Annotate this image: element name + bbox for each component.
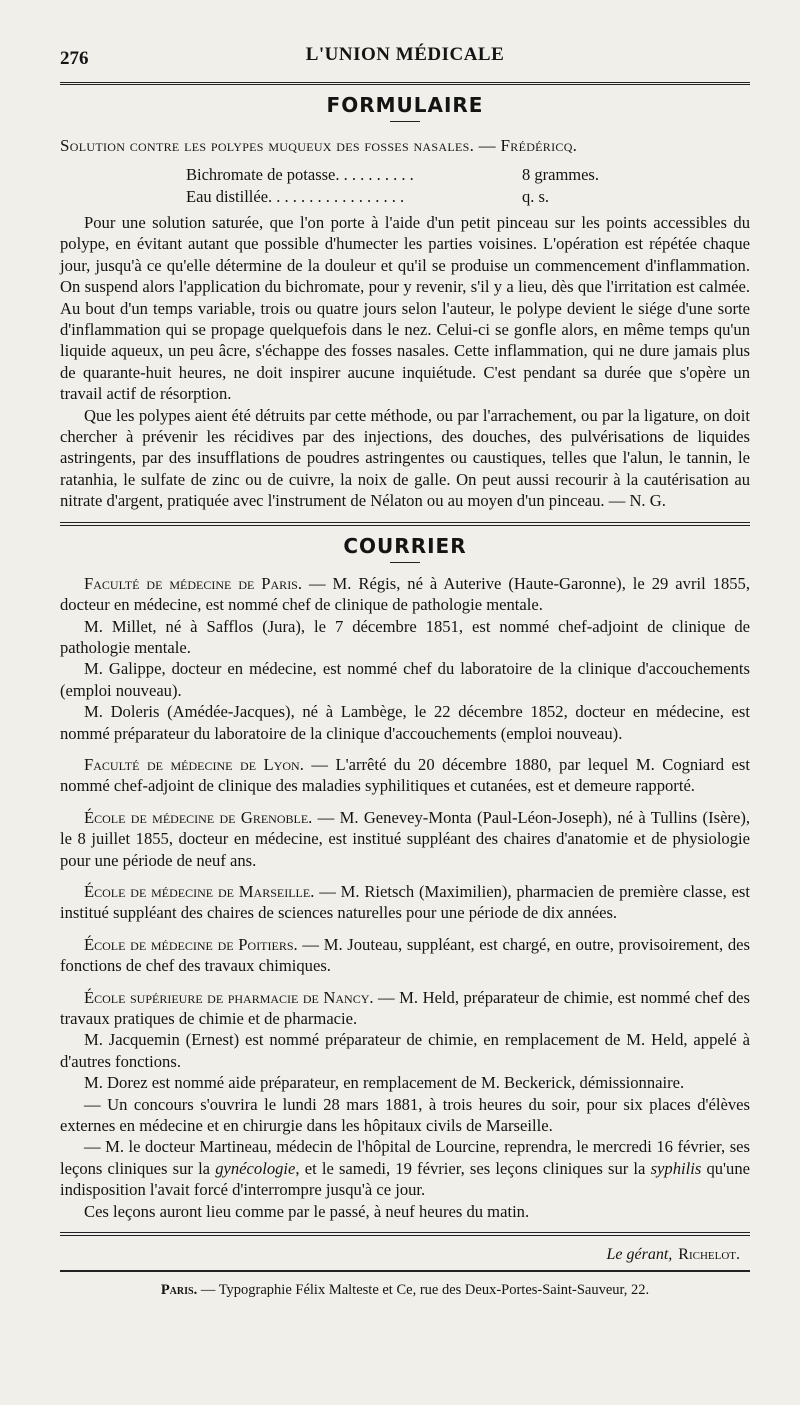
entry-lead: École de médecine de Poitiers. <box>84 934 298 954</box>
entry-text: M. Millet, né à Safflos (Jura), le 7 décembre 1851, est nommé chef-adjoint de clinique de pathologie mentale. <box>60 616 750 657</box>
entry-lead: École de médecine de Marseille. <box>84 881 315 901</box>
entry-text: — M. Held, préparateur de chimie, est nommé chef des travaux pratiques de chimie et de pharmacie. <box>60 987 750 1028</box>
formula-title: Solution contre les polypes muqueux des fosses nasales. — Frédéricq. <box>60 136 578 155</box>
news-entry-marseille <box>60 881 750 924</box>
entry-text-part: qu'une indisposition l'avait forcé d'interrompre jusqu'à ce jour. <box>60 1158 751 1200</box>
news-entry-nancy <box>60 987 750 1222</box>
title-underline <box>390 562 420 563</box>
entry-text: M. Jacquemin (Ernest) est nommé préparateur de chimie, en remplacement de M. Held, appelé à d'autres fonctions. <box>60 1030 750 1071</box>
formula-paragraph: Que les polypes aient été détruits par cette méthode, ou par l'arrachement, ou par la ligature, on doit chercher à prévenir les récidives par des injections, des douches, des pulvérisations de liquides astringents, par des insufflations de poudres astringentes ou caustiques, telles que l'alun, le tannin, le ratanhia, le sulfate de zinc ou de cuivre, la noix de galle. On peut aussi recourir à la cautérisation au nitrate d'argent, pratiquée avec l'instrument de Nélaton ou au moyen d'un pinceau. — N. G. <box>60 405 750 511</box>
entry-lead: Faculté de médecine de Paris. <box>84 573 303 593</box>
entry-text: Ces leçons auront lieu comme par le passé, à neuf heures du matin. <box>84 1201 530 1221</box>
news-entry-grenoble <box>60 807 750 871</box>
page-header <box>60 38 750 68</box>
entry-text: — M. Genevey-Monta (Paul-Léon-Joseph), né à Tullins (Isère), le 8 juillet 1855, docteur en médecine, est institué suppléant des chaires d'anatomie et de physiologie pour une période de neuf ans. <box>60 807 750 870</box>
entry-text: M. Doleris (Amédée-Jacques), né à Lambège, le 22 décembre 1852, docteur en médecine, est nommé préparateur du laboratoire de la clinique d'accouchements (emploi nouveau). <box>60 702 750 743</box>
signature-label: Le gérant, <box>606 1246 673 1264</box>
entry-italic: gynécologie <box>215 1158 296 1178</box>
ingredient-row <box>186 186 750 208</box>
imprint-text: — Typographie Félix Malteste et Ce, rue des Deux-Portes-Saint-Sauveur, 22. <box>197 1282 650 1299</box>
imprint-city: Paris. <box>160 1282 198 1299</box>
entry-text: — M. Régis, né à Auterive (Haute-Garonne), le 29 avril 1855, docteur en médecine, est nommé chef de clinique de pathologie mentale. <box>60 573 751 615</box>
entry-text: — M. Jouteau, suppléant, est chargé, en outre, provisoirement, des fonctions de chef des travaux chimiques. <box>60 934 750 976</box>
entry-text: — M. Rietsch (Maximilien), pharmacien de première classe, est institué suppléant des chaires de sciences naturelles pour une période de dix années. <box>60 881 750 923</box>
imprint-line <box>60 1282 750 1299</box>
entry-italic: syphilis <box>650 1158 702 1178</box>
courrier-title: COURRIER <box>343 533 467 558</box>
entry-lead: École de médecine de Grenoble. <box>84 807 313 827</box>
entry-text-part: — M. le docteur Martineau, médecin de l'hôpital de Lourcine, reprendra, le mercredi 16 février, ses leçons cliniques sur la <box>60 1137 750 1178</box>
bottom-rule <box>60 1270 750 1272</box>
ingredient-quantity: q. s. <box>522 187 550 206</box>
news-entry-lyon <box>60 754 750 797</box>
signature-name: Richelot. <box>678 1246 740 1264</box>
header-rule <box>60 82 750 85</box>
news-entry-paris <box>60 573 750 744</box>
entry-text: M. Galippe, docteur en médecine, est nommé chef du laboratoire de la clinique d'accouchements (emploi nouveau). <box>60 659 750 700</box>
signature <box>60 1246 740 1264</box>
entry-text: — Un concours s'ouvrira le lundi 28 mars 1881, à trois heures du soir, pour six places d'élèves externes en médecine et en chirurgie dans les hôpitaux civils de Marseille. <box>60 1094 750 1136</box>
formulaire-title: FORMULAIRE <box>326 93 484 117</box>
entry-text: M. Dorez est nommé aide préparateur, en remplacement de M. Beckerick, démissionnaire. <box>84 1073 685 1093</box>
entry-lead: Faculté de médecine de Lyon. <box>84 754 304 774</box>
news-entry-poitiers <box>60 934 750 977</box>
ingredient-name: Bichromate de potasse. . . . . . . . . . <box>186 165 414 184</box>
entry-lead: École supérieure de pharmacie de Nancy. <box>84 987 374 1007</box>
entry-text-part: , et le samedi, 19 février, ses leçons cliniques sur la <box>295 1158 651 1178</box>
ingredient-row <box>186 164 750 186</box>
footer-separator <box>60 1232 750 1236</box>
journal-title: L'UNION MÉDICALE <box>305 44 505 65</box>
entry-text <box>60 1136 750 1200</box>
ingredients-list <box>186 164 750 208</box>
journal-page <box>60 38 750 1299</box>
entry-text: — L'arrêté du 20 décembre 1880, par lequel M. Cogniard est nommé chef-adjoint de clinique des maladies syphilitiques et cutanées, est et demeure rapporté. <box>60 754 750 796</box>
section-separator <box>60 522 750 526</box>
formula-paragraph: Pour une solution saturée, que l'on porte à l'aide d'un petit pinceau sur les points accessibles du polype, en évitant autant que possible d'humecter les parties voisines. L'opération est répétée chaque jour, jusqu'à ce qu'elle détermine de la douleur et qu'il se produise un commencement d'inflammation. On suspend alors l'application du bichromate, pour y revenir, s'il y a lieu, dès que l'irritation est calmée. Au bout d'un temps variable, trois ou quatre jours selon l'auteur, le polype devient le siége d'une sorte d'inflammation qui se propage quelquefois dans le nez. Celui-ci se gonfle alors, en même temps qu'un liquide aqueux, un peu âcre, s'échappe des fosses nasales. Cette inflammation, qui ne dure jamais plus de quarante-huit heures, ne doit inspirer aucune inquiétude. C'est pendant sa durée que s'opère un travail actif de résorption. <box>60 213 750 404</box>
page-number: 276 <box>60 48 89 69</box>
title-underline <box>390 121 420 122</box>
ingredient-name: Eau distillée. . . . . . . . . . . . . . . . . <box>186 187 405 206</box>
ingredient-quantity: 8 grammes. <box>522 165 599 184</box>
